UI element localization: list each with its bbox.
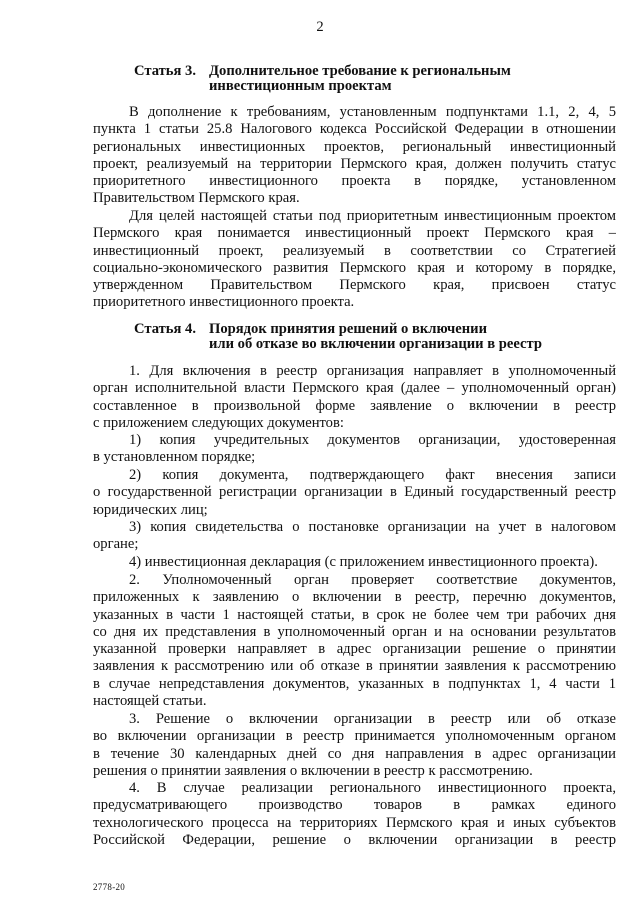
text-line: В дополнение к требованиям, установленным подпунктами 1.1, 2, 4, 5 <box>129 104 616 120</box>
text-line: пункта 1 статьи 25.8 Налогового кодекса Российской Федерации в отношении <box>93 121 616 138</box>
text-line: в случае непредставления документов, указанных в подпунктах 1, 4 части 1 <box>93 675 616 692</box>
text-line: региональных инвестиционных проектов, региональный инвестиционный <box>93 138 616 155</box>
text-line: орган исполнительной власти Пермского края (далее – уполномоченный орган) <box>93 380 616 397</box>
text-line: приоритетного инвестиционного проекта в порядке, установленном <box>93 173 616 190</box>
text-line: указанных в части 1 настоящей статьи, в срок не более чем три рабочих дня <box>93 606 616 623</box>
article-4-title-line-2: или об отказе во включении организации в реестр <box>209 335 542 352</box>
text-line: Пермского края понимается инвестиционный проект Пермского края – <box>93 225 616 242</box>
text-line: технологического процесса на территориях Пермского края и иных субъектов <box>93 814 616 831</box>
text-line: юридических лиц; <box>93 501 208 518</box>
text-line: 4) инвестиционная декларация (с приложением инвестиционного проекта). <box>129 554 598 570</box>
article-4-subitem-1 <box>93 432 616 467</box>
text-line: указанной проверки направляет в адрес организации решение о принятии <box>93 641 616 658</box>
text-line: социально-экономического развития Пермского края и которому в порядке, <box>93 259 616 276</box>
text-line: со дня их представления в уполномоченный орган и на основании результатов <box>93 623 616 640</box>
text-line: 4. В случае реализации регионального инвестиционного проекта, <box>129 780 616 796</box>
text-line: в установленном порядке; <box>93 449 256 466</box>
text-line: приоритетного инвестиционного проекта. <box>93 294 355 311</box>
text-line: приложенных к заявлению о включении в реестр, перечню документов, <box>93 589 616 606</box>
text-line: 2. Уполномоченный орган проверяет соответствие документов, <box>129 572 616 588</box>
article-3-paragraph-2 <box>93 208 616 312</box>
article-3-paragraph-1 <box>93 104 616 208</box>
text-line: настоящей статьи. <box>93 693 207 710</box>
article-4-part-3 <box>93 711 616 780</box>
article-4-heading <box>134 322 574 351</box>
article-4-subitem-4 <box>93 554 616 571</box>
text-line: утвержденном Правительством Пермского края, присвоен статус <box>93 277 616 294</box>
text-line: инвестиционный проект, реализуемый в соответствии со Стратегией <box>93 242 616 259</box>
article-4-subitem-3 <box>93 519 616 554</box>
article-4-part-2 <box>93 572 616 710</box>
text-line: в течение 30 календарных дней со дня направления в адрес организации <box>93 745 616 762</box>
text-line: во включении организации в реестр принимается уполномоченным органом <box>93 728 616 745</box>
text-line: решения о принятии заявления о включении в реестр к рассмотрению. <box>93 762 533 779</box>
article-3-heading <box>134 64 574 93</box>
text-line: 3) копия свидетельства о постановке организации на учет в налоговом <box>129 519 616 535</box>
text-line: 2) копия документа, подтверждающего факт внесения записи <box>129 467 616 483</box>
article-4-subitem-2 <box>93 467 616 519</box>
document-code: 2778-20 <box>93 882 126 892</box>
text-line: с приложением следующих документов: <box>93 414 344 431</box>
article-3-title-line-1: Дополнительное требование к региональным <box>209 63 511 79</box>
article-3-title-line-2: инвестиционным проектам <box>209 77 392 94</box>
text-line: Российской Федерации, решение о включении организации в реестр <box>93 831 616 848</box>
text-line: Правительством Пермского края. <box>93 190 300 207</box>
text-line: о государственной регистрации организации в Единый государственный реестр <box>93 484 616 501</box>
page-number: 2 <box>316 19 324 35</box>
text-line: 1. Для включения в реестр организация направляет в уполномоченный <box>129 363 616 379</box>
article-3-number: Статья 3. <box>134 63 196 79</box>
text-line: проект, реализуемый на территории Пермского края, должен получить статус <box>93 155 616 172</box>
text-line: органе; <box>93 536 139 553</box>
article-4-part-4 <box>93 780 616 849</box>
text-line: Для целей настоящей статьи под приоритетным инвестиционным проектом <box>129 208 616 224</box>
text-line: заявления к рассмотрению или об отказе в принятии заявления к рассмотрению <box>93 658 616 675</box>
article-4-title-line-1: Порядок принятия решений о включении <box>209 321 487 337</box>
text-line: 3. Решение о включении организации в реестр или об отказе <box>129 711 616 727</box>
article-4-part-1 <box>93 363 616 432</box>
text-line: составленное в произвольной форме заявление о включении в реестр <box>93 397 616 414</box>
text-line: предусматривающего производство товаров в рамках единого <box>93 797 616 814</box>
text-line: 1) копия учредительных документов организации, удостоверенная <box>129 432 616 448</box>
article-4-number: Статья 4. <box>134 321 196 337</box>
